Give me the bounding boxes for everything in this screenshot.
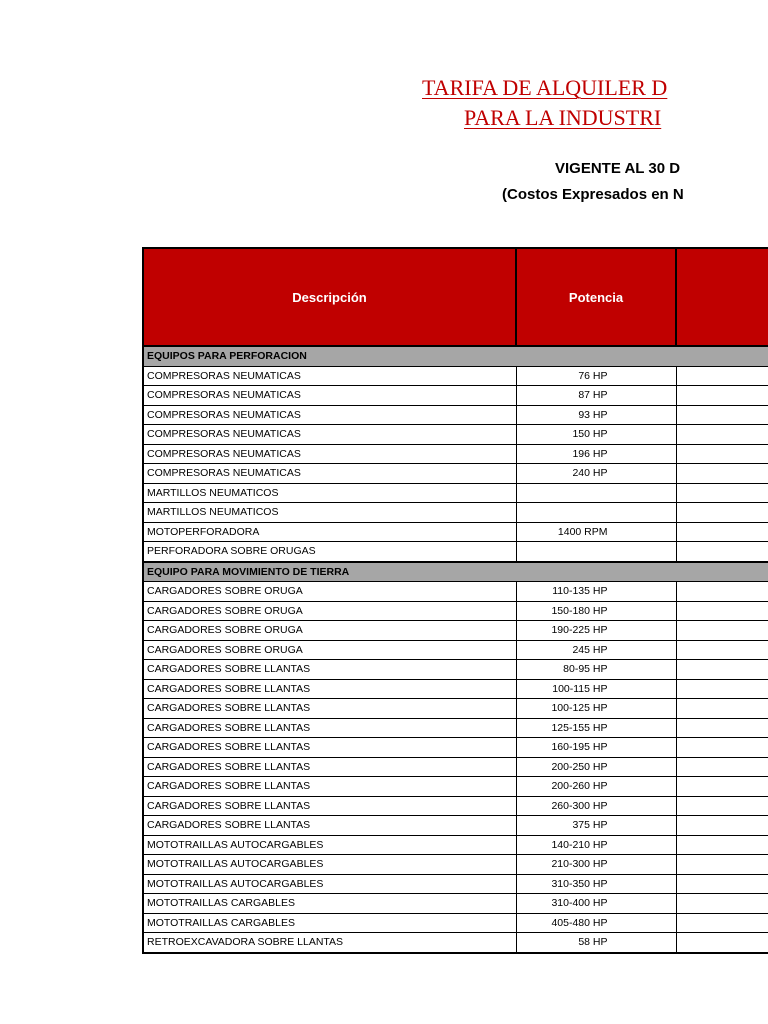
descripcion-cell: RETROEXCAVADORA SOBRE LLANTAS	[143, 933, 516, 953]
cut-off-cell	[676, 874, 768, 894]
cut-off-cell	[676, 405, 768, 425]
potencia-cell: 93 HP	[516, 405, 676, 425]
potencia-cell: 150 HP	[516, 425, 676, 445]
descripcion-cell: PERFORADORA SOBRE ORUGAS	[143, 542, 516, 562]
descripcion-cell: MOTOTRAILLAS CARGABLES	[143, 894, 516, 914]
potencia-cell: 100-125 HP	[516, 699, 676, 719]
potencia-cell: 1400 RPM	[516, 522, 676, 542]
column-header-potencia: Potencia	[516, 248, 676, 346]
table-row	[143, 366, 768, 386]
potencia-cell: 310-350 HP	[516, 874, 676, 894]
descripcion-cell: CARGADORES SOBRE ORUGA	[143, 601, 516, 621]
table-row	[143, 835, 768, 855]
cut-off-cell	[676, 425, 768, 445]
section-header-row	[143, 346, 768, 366]
potencia-cell: 100-115 HP	[516, 679, 676, 699]
potencia-cell: 210-300 HP	[516, 855, 676, 875]
table-row	[143, 855, 768, 875]
potencia-cell: 196 HP	[516, 444, 676, 464]
descripcion-cell: COMPRESORAS NEUMATICAS	[143, 386, 516, 406]
table-row	[143, 738, 768, 758]
cut-off-cell	[676, 483, 768, 503]
table-row	[143, 483, 768, 503]
table-body	[143, 346, 768, 953]
cut-off-cell	[676, 757, 768, 777]
potencia-cell: 80-95 HP	[516, 660, 676, 680]
cut-off-cell	[676, 933, 768, 953]
table-row	[143, 777, 768, 797]
cut-off-cell	[676, 522, 768, 542]
cut-off-cell	[676, 660, 768, 680]
potencia-cell: 405-480 HP	[516, 913, 676, 933]
table-row	[143, 757, 768, 777]
cut-off-cell	[676, 718, 768, 738]
table-row	[143, 933, 768, 953]
cut-off-cell	[676, 679, 768, 699]
descripcion-cell: CARGADORES SOBRE LLANTAS	[143, 738, 516, 758]
table-row	[143, 522, 768, 542]
potencia-cell: 140-210 HP	[516, 835, 676, 855]
rental-rate-table	[142, 247, 768, 954]
table-row	[143, 718, 768, 738]
descripcion-cell: CARGADORES SOBRE ORUGA	[143, 640, 516, 660]
cut-off-cell	[676, 835, 768, 855]
cut-off-cell	[676, 621, 768, 641]
table-row	[143, 542, 768, 562]
table-row	[143, 425, 768, 445]
cut-off-cell	[676, 542, 768, 562]
descripcion-cell: MOTOTRAILLAS AUTOCARGABLES	[143, 874, 516, 894]
descripcion-cell: CARGADORES SOBRE LLANTAS	[143, 718, 516, 738]
potencia-cell: 58 HP	[516, 933, 676, 953]
table-row	[143, 699, 768, 719]
cut-off-cell	[676, 855, 768, 875]
table-row	[143, 796, 768, 816]
document-title-line-1: TARIFA DE ALQUILER D	[422, 75, 668, 100]
descripcion-cell: MOTOTRAILLAS AUTOCARGABLES	[143, 855, 516, 875]
document-title-line-2: PARA LA INDUSTRI	[464, 105, 662, 130]
currency-subtitle: (Costos Expresados en N	[502, 186, 684, 203]
potencia-cell: 260-300 HP	[516, 796, 676, 816]
table-row	[143, 444, 768, 464]
descripcion-cell: CARGADORES SOBRE LLANTAS	[143, 699, 516, 719]
cut-off-cell	[676, 503, 768, 523]
table-row	[143, 874, 768, 894]
potencia-cell: 200-250 HP	[516, 757, 676, 777]
potencia-cell: 160-195 HP	[516, 738, 676, 758]
cut-off-cell	[676, 894, 768, 914]
cut-off-cell	[676, 582, 768, 602]
descripcion-cell: COMPRESORAS NEUMATICAS	[143, 444, 516, 464]
descripcion-cell: CARGADORES SOBRE LLANTAS	[143, 679, 516, 699]
table-row	[143, 913, 768, 933]
potencia-cell	[516, 542, 676, 562]
descripcion-cell: CARGADORES SOBRE ORUGA	[143, 582, 516, 602]
column-header-descripcion: Descripción	[143, 248, 516, 346]
descripcion-cell: MARTILLOS NEUMATICOS	[143, 483, 516, 503]
potencia-cell: 240 HP	[516, 464, 676, 484]
cut-off-cell	[676, 777, 768, 797]
cut-off-cell	[676, 366, 768, 386]
table-row	[143, 405, 768, 425]
section-title: EQUIPOS PARA PERFORACION	[143, 346, 768, 366]
validity-subtitle: VIGENTE AL 30 D	[555, 160, 681, 177]
descripcion-cell: CARGADORES SOBRE LLANTAS	[143, 757, 516, 777]
potencia-cell: 245 HP	[516, 640, 676, 660]
table-row	[143, 601, 768, 621]
descripcion-cell: MOTOTRAILLAS CARGABLES	[143, 913, 516, 933]
descripcion-cell: MOTOPERFORADORA	[143, 522, 516, 542]
descripcion-cell: CARGADORES SOBRE LLANTAS	[143, 660, 516, 680]
table-row	[143, 386, 768, 406]
table-header-row	[143, 248, 768, 346]
cut-off-cell	[676, 796, 768, 816]
potencia-cell: 310-400 HP	[516, 894, 676, 914]
cut-off-cell	[676, 699, 768, 719]
descripcion-cell: COMPRESORAS NEUMATICAS	[143, 366, 516, 386]
section-title: EQUIPO PARA MOVIMIENTO DE TIERRA	[143, 562, 768, 582]
potencia-cell: 190-225 HP	[516, 621, 676, 641]
descripcion-cell: MOTOTRAILLAS AUTOCARGABLES	[143, 835, 516, 855]
table-row	[143, 816, 768, 836]
descripcion-cell: COMPRESORAS NEUMATICAS	[143, 405, 516, 425]
potencia-cell: 76 HP	[516, 366, 676, 386]
cut-off-cell	[676, 464, 768, 484]
table-row	[143, 582, 768, 602]
potencia-cell: 150-180 HP	[516, 601, 676, 621]
descripcion-cell: CARGADORES SOBRE LLANTAS	[143, 796, 516, 816]
column-header-cut-off	[676, 248, 768, 346]
section-header-row	[143, 562, 768, 582]
cut-off-cell	[676, 601, 768, 621]
potencia-cell	[516, 503, 676, 523]
table-row	[143, 464, 768, 484]
cut-off-cell	[676, 913, 768, 933]
table-row	[143, 503, 768, 523]
potencia-cell: 87 HP	[516, 386, 676, 406]
potencia-cell	[516, 483, 676, 503]
descripcion-cell: CARGADORES SOBRE LLANTAS	[143, 816, 516, 836]
cut-off-cell	[676, 386, 768, 406]
descripcion-cell: COMPRESORAS NEUMATICAS	[143, 464, 516, 484]
table-row	[143, 679, 768, 699]
descripcion-cell: CARGADORES SOBRE ORUGA	[143, 621, 516, 641]
potencia-cell: 200-260 HP	[516, 777, 676, 797]
cut-off-cell	[676, 640, 768, 660]
descripcion-cell: CARGADORES SOBRE LLANTAS	[143, 777, 516, 797]
cut-off-cell	[676, 816, 768, 836]
table-row	[143, 660, 768, 680]
descripcion-cell: COMPRESORAS NEUMATICAS	[143, 425, 516, 445]
table-row	[143, 621, 768, 641]
table-row	[143, 640, 768, 660]
potencia-cell: 125-155 HP	[516, 718, 676, 738]
cut-off-cell	[676, 444, 768, 464]
descripcion-cell: MARTILLOS NEUMATICOS	[143, 503, 516, 523]
cut-off-cell	[676, 738, 768, 758]
table-row	[143, 894, 768, 914]
potencia-cell: 375 HP	[516, 816, 676, 836]
potencia-cell: 110-135 HP	[516, 582, 676, 602]
